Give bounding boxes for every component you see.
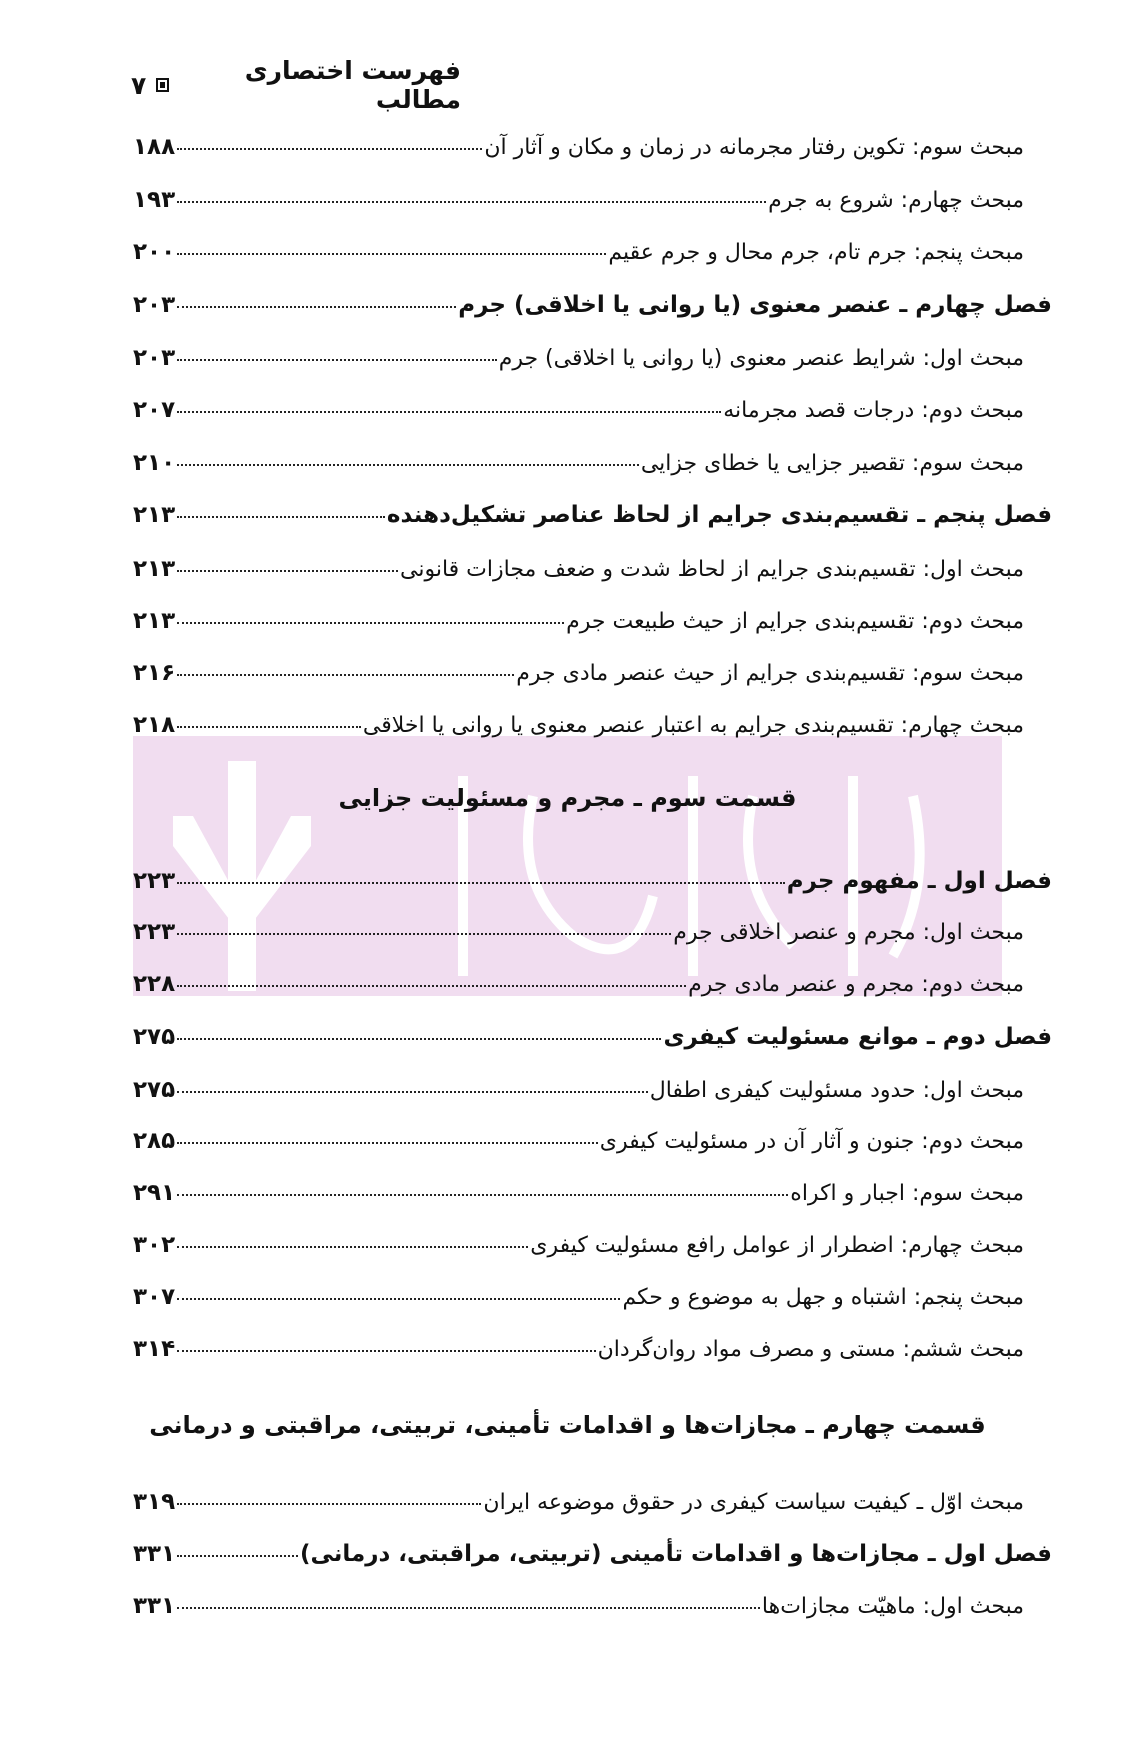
toc-entry-page: ۲۱۸ (133, 712, 176, 738)
dot-leader (177, 726, 361, 728)
toc-entry[interactable] (133, 235, 1024, 269)
toc-entry[interactable] (133, 393, 1024, 427)
dot-leader (177, 1038, 661, 1040)
toc-entry-page: ۲۰۷ (133, 397, 176, 423)
dot-leader (177, 570, 398, 572)
toc-entry-page: ۲۰۰ (133, 239, 176, 265)
dot-leader (177, 148, 482, 150)
toc-entry-page: ۳۰۲ (133, 1232, 176, 1258)
page-number: ۷ (131, 70, 147, 100)
toc-entry[interactable] (133, 130, 1024, 164)
toc-entry-page: ۲۱۳ (133, 608, 176, 634)
toc-entry-title: فصل پنجم ـ تقسیم‌بندی جرایم از لحاظ عناصر تشکیل‌دهنده (386, 502, 1052, 528)
toc-entry[interactable] (133, 1020, 1052, 1054)
toc-entry-title: مبحث دوم: مجرم و عنصر مادی جرم (688, 972, 1024, 997)
toc-entry[interactable] (133, 1124, 1024, 1158)
toc-entry-page: ۲۰۳ (133, 292, 176, 318)
dot-leader (177, 1607, 760, 1609)
toc-entry-title: فصل چهارم ـ عنصر معنوی (یا روانی یا اخلاقی) جرم (458, 292, 1052, 318)
part-heading: قسمت چهارم ـ مجازات‌ها و اقدامات تأمینی، تربیتی، مراقبتی و درمانی (149, 1411, 986, 1439)
dot-leader (177, 1555, 298, 1557)
toc-entry-title: فصل دوم ـ موانع مسئولیت کیفری (663, 1024, 1052, 1050)
toc-entry-page: ۳۱۹ (133, 1489, 176, 1515)
toc-entry-page: ۲۰۳ (133, 345, 176, 371)
dot-leader (177, 622, 564, 624)
toc-entry[interactable] (133, 552, 1024, 586)
toc-entry[interactable] (133, 864, 1052, 898)
toc-entry-title: مبحث اوّل ـ کیفیت سیاست کیفری در حقوق موضوعه ایران (483, 1490, 1024, 1515)
toc-entry-page: ۲۲۳ (133, 919, 176, 945)
dot-leader (177, 1298, 620, 1300)
dot-leader (177, 201, 766, 203)
toc-entry[interactable] (133, 341, 1024, 375)
toc-entry-title: مبحث سوم: تقسیم‌بندی جرایم از حیث عنصر مادی جرم (516, 661, 1024, 686)
page-header (131, 56, 461, 114)
toc-entry-page: ۳۳۱ (133, 1593, 176, 1619)
toc-entry[interactable] (133, 1589, 1024, 1623)
toc-entry[interactable] (133, 1537, 1052, 1571)
toc-entry-title: مبحث اول: حدود مسئولیت کیفری اطفال (649, 1078, 1024, 1103)
toc-entry-page: ۲۱۳ (133, 502, 176, 528)
toc-entry-title: مبحث پنجم: جرم تام، جرم محال و جرم عقیم (608, 240, 1024, 265)
toc-entry[interactable] (133, 708, 1024, 742)
dot-leader (177, 306, 456, 308)
toc-entry-page: ۲۱۰ (133, 450, 176, 476)
dot-leader (177, 1142, 598, 1144)
dot-leader (177, 464, 639, 466)
dot-leader (177, 1194, 788, 1196)
toc-entry-title: مبحث سوم: اجبار و اکراه (790, 1181, 1024, 1206)
toc-entry-page: ۱۹۳ (133, 187, 176, 213)
dot-leader (177, 411, 721, 413)
dot-leader (177, 985, 686, 987)
toc-entry[interactable] (133, 1228, 1024, 1262)
toc-entry-page: ۱۸۸ (133, 134, 176, 160)
toc-entry-title: مبحث اول: مجرم و عنصر اخلاقی جرم (673, 920, 1024, 945)
toc-entry[interactable] (133, 915, 1024, 949)
toc-entry-title: مبحث پنجم: اشتباه و جهل به موضوع و حکم (622, 1285, 1024, 1310)
toc-entry-title: مبحث ششم: مستی و مصرف مواد روان‌گردان (597, 1337, 1024, 1362)
toc-entry[interactable] (133, 1280, 1024, 1314)
toc-entry-page: ۳۳۱ (133, 1541, 176, 1567)
toc-entry-page: ۲۹۱ (133, 1180, 176, 1206)
toc-entry[interactable] (133, 604, 1024, 638)
toc-entry-title: فصل اول ـ مفهوم جرم (786, 868, 1052, 894)
dot-leader (177, 1246, 528, 1248)
toc-entry-page: ۲۱۳ (133, 556, 176, 582)
dot-leader (177, 933, 671, 935)
dot-leader (177, 1350, 596, 1352)
toc-entry[interactable] (133, 183, 1024, 217)
toc-entry-page: ۲۲۸ (133, 971, 176, 997)
toc-entry-title: مبحث اول: شرایط عنصر معنوی (یا روانی یا اخلاقی) جرم (498, 346, 1024, 371)
toc-entry[interactable] (133, 656, 1024, 690)
toc-entry[interactable] (133, 1176, 1024, 1210)
toc-entry[interactable] (133, 288, 1052, 322)
dot-leader (177, 882, 785, 884)
toc-entry-title: مبحث دوم: درجات قصد مجرمانه (723, 398, 1024, 423)
dot-leader (177, 359, 497, 361)
toc-entry-page: ۲۲۳ (133, 868, 176, 894)
toc-entry-page: ۲۸۵ (133, 1128, 176, 1154)
square-bullet-icon (156, 78, 169, 92)
toc-entry-title: مبحث اول: ماهیّت مجازات‌ها (761, 1594, 1024, 1619)
dot-leader (177, 674, 514, 676)
toc-entry[interactable] (133, 446, 1024, 480)
toc-entry[interactable] (133, 1332, 1024, 1366)
dot-leader (177, 1091, 648, 1093)
toc-entry-page: ۳۱۴ (133, 1336, 176, 1362)
toc-entry-title: مبحث اول: تقسیم‌بندی جرایم از لحاظ شدت و ضعف مجازات قانونی (400, 557, 1024, 582)
toc-entry-page: ۳۰۷ (133, 1284, 176, 1310)
dot-leader (177, 253, 606, 255)
toc-entry-title: فصل اول ـ مجازات‌ها و اقدامات تأمینی (تربیتی، مراقبتی، درمانی) (299, 1541, 1052, 1567)
toc-entry-title: مبحث دوم: تقسیم‌بندی جرایم از حیث طبیعت جرم (566, 609, 1024, 634)
toc-entry-title: مبحث چهارم: تقسیم‌بندی جرایم به اعتبار عنصر معنوی یا روانی یا اخلاقی (362, 713, 1024, 738)
toc-entry-page: ۲۷۵ (133, 1024, 176, 1050)
toc-entry[interactable] (133, 1073, 1024, 1107)
toc-entry-title: مبحث سوم: تقصیر جزایی یا خطای جزایی (640, 451, 1024, 476)
toc-entry-title: مبحث چهارم: شروع به جرم (768, 188, 1024, 213)
toc-entry[interactable] (133, 1485, 1024, 1519)
toc-entry[interactable] (133, 498, 1052, 532)
toc-entry-title: مبحث سوم: تکوین رفتار مجرمانه در زمان و مکان و آثار آن (484, 135, 1024, 160)
dot-leader (177, 1503, 481, 1505)
toc-entry-page: ۲۷۵ (133, 1077, 176, 1103)
dot-leader (177, 516, 385, 518)
toc-entry[interactable] (133, 967, 1024, 1001)
part-heading: قسمت سوم ـ مجرم و مسئولیت جزایی (338, 784, 797, 812)
toc-entry-page: ۲۱۶ (133, 660, 176, 686)
header-title: فهرست اختصاری مطالب (244, 56, 461, 114)
toc-entry-title: مبحث دوم: جنون و آثار آن در مسئولیت کیفری (599, 1129, 1024, 1154)
toc-entry-title: مبحث چهارم: اضطرار از عوامل رافع مسئولیت کیفری (530, 1233, 1024, 1258)
